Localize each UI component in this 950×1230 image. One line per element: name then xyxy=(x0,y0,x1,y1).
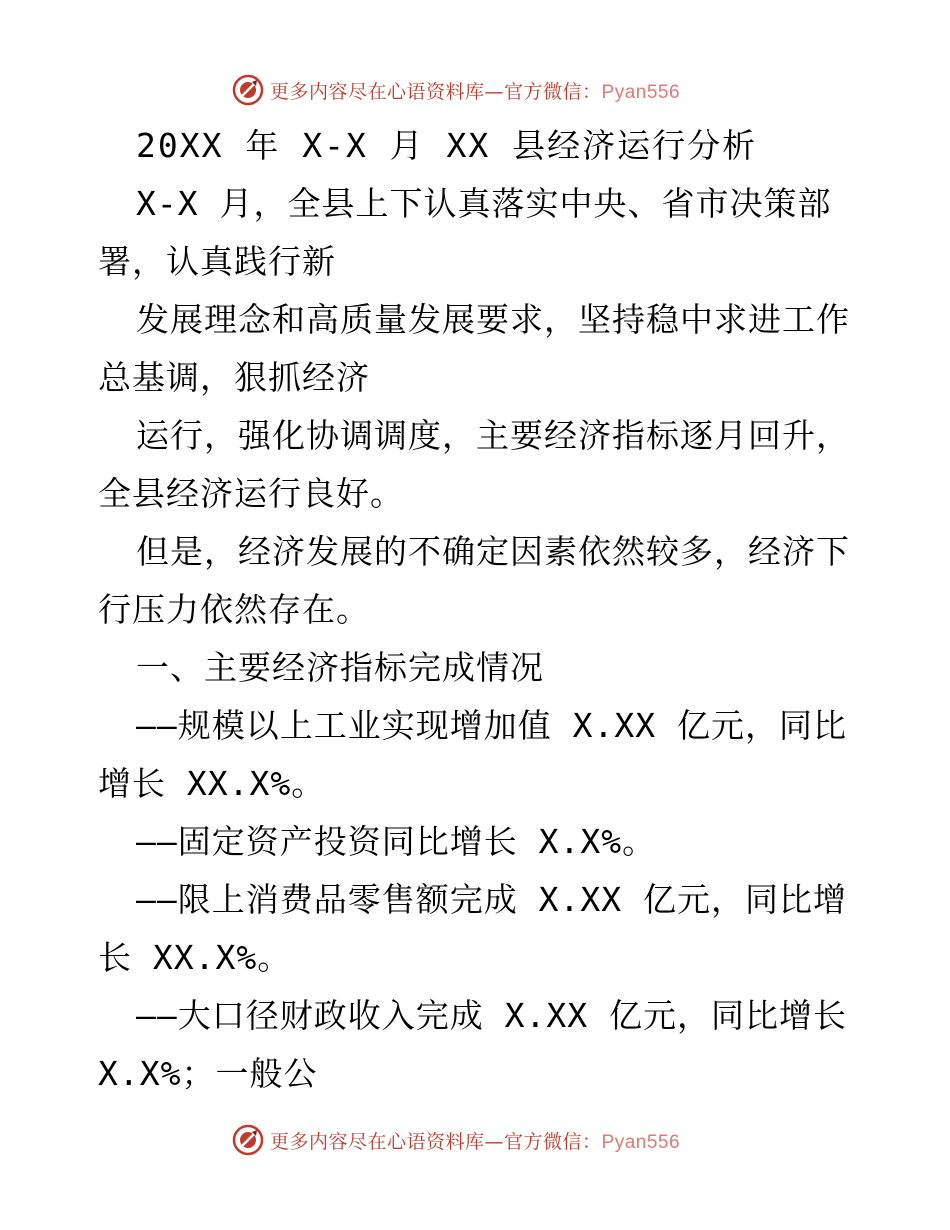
paragraph-line: 增长 XX.X%。 xyxy=(98,764,326,803)
paragraph-line: 运行，强化协调调度，主要经济指标逐月回升， xyxy=(136,416,850,455)
paragraph-line: 长 XX.X%。 xyxy=(98,938,292,977)
paragraph-line: 发展理念和高质量发展要求，坚持稳中求进工作 xyxy=(136,300,850,339)
section-heading: 一、主要经济指标完成情况 xyxy=(136,648,544,687)
paragraph-line: 总基调，狠抓经济 xyxy=(98,358,370,397)
paragraph-line: 署，认真践行新 xyxy=(98,242,336,281)
document-title: 20XX 年 X-X 月 XX 县经济运行分析 xyxy=(136,126,758,165)
watermark-text: 更多内容尽在心语资料库—官方微信：Pyan556 xyxy=(270,80,681,103)
logo-icon xyxy=(232,1124,264,1156)
paragraph-line: 行压力依然存在。 xyxy=(98,590,370,629)
paragraph-line: ——大口径财政收入完成 X.XX 亿元，同比增长 xyxy=(136,996,847,1035)
paragraph-line: ——固定资产投资同比增长 X.X%。 xyxy=(136,822,657,861)
paragraph-line: ——限上消费品零售额完成 X.XX 亿元，同比增 xyxy=(136,880,847,919)
paragraph-line: 全县经济运行良好。 xyxy=(98,474,404,513)
paragraph-line: 但是，经济发展的不确定因素依然较多，经济下 xyxy=(136,532,850,571)
paragraph-line: X.X%；一般公 xyxy=(98,1054,318,1093)
paragraph-line: X-X 月，全县上下认真落实中央、省市决策部 xyxy=(136,184,832,223)
watermark-text: 更多内容尽在心语资料库—官方微信：Pyan556 xyxy=(270,1130,681,1153)
watermark-header xyxy=(232,70,680,110)
logo-icon xyxy=(232,74,264,106)
paragraph-line: ——规模以上工业实现增加值 X.XX 亿元，同比 xyxy=(136,706,847,745)
document-body xyxy=(98,117,858,1103)
watermark-footer xyxy=(232,1120,680,1160)
